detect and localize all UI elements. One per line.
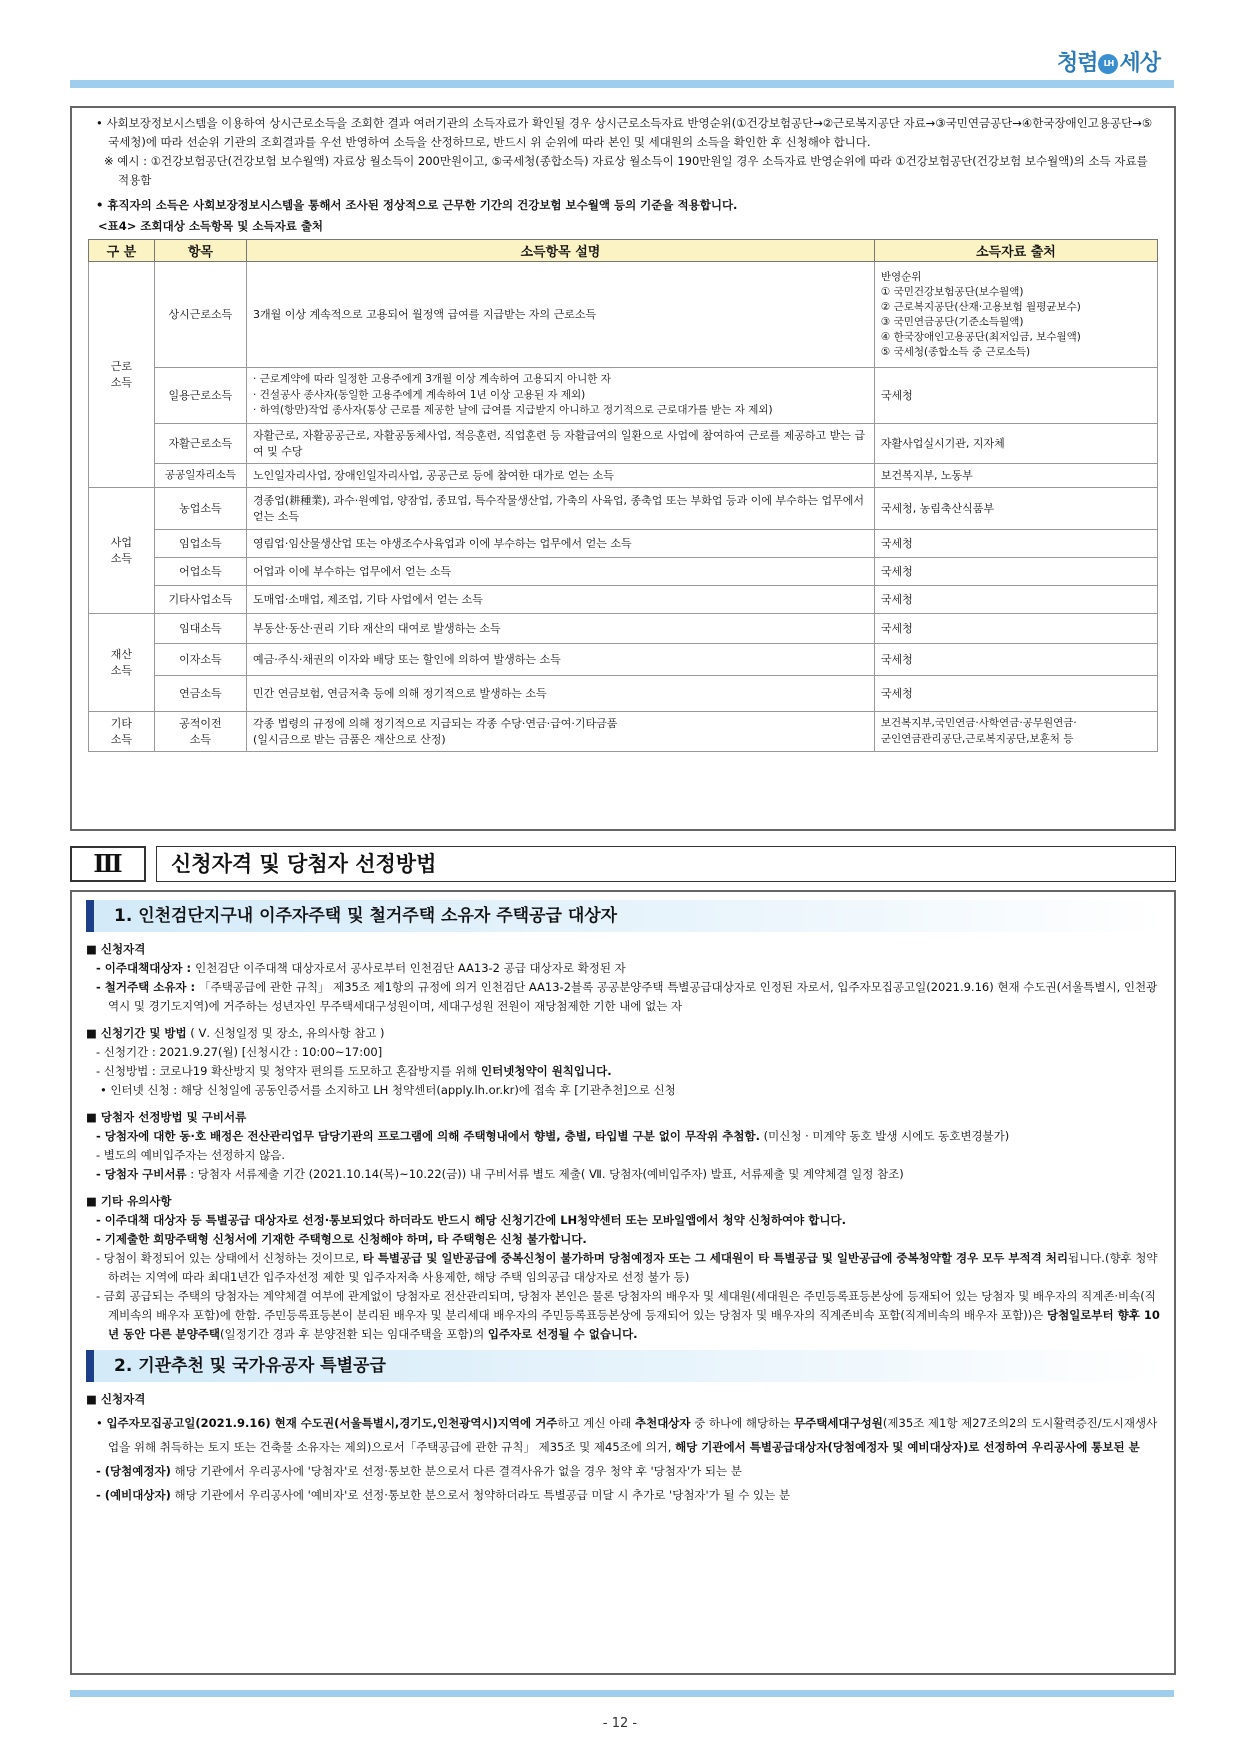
- table-cell-item: 공적이전 소득: [154, 712, 246, 752]
- table-cell-desc: 어업과 이에 부수하는 업무에서 얻는 소득: [247, 558, 875, 586]
- table-cell-source: 국세청: [874, 644, 1157, 676]
- eligibility-item: - 이주대책대상자 : 인천검단 이주대책 대상자로서 공사로부터 인천검단 AA13-2 공급 대상자로 확정된 자: [96, 961, 626, 975]
- heading-period: ■ 신청기간 및 방법 ( Ⅴ. 신청일정 및 장소, 유의사항 참고 ): [86, 1024, 1160, 1043]
- table-cell-desc: 경종업(耕種業), 과수·원예업, 양잠업, 종묘업, 특수작물생산업, 가축의 사육업, 종축업 또는 부화업 등과 이에 부수하는 업무에서 얻는 소득: [247, 488, 875, 530]
- internet-apply-item: • 인터넷 신청 : 해당 신청일에 공동인증서를 소지하고 LH 청약센터(apply.lh.or.kr)에 접속 후 [기관추천]으로 신청: [100, 1083, 676, 1097]
- heading-eligibility: ■ 신청자격: [86, 1390, 1160, 1409]
- table-cell-item: 기타사업소득: [154, 586, 246, 614]
- table-cell-source: 보건복지부,국민연금·사학연금·공무원연금· 군인연금관리공단,근로복지공단,보훈처 등: [874, 712, 1157, 752]
- table-cell-source: 반영순위 ① 국민건강보험공단(보수월액) ② 근로복지공단(산재·고용보험 월평균보수) ③ 국민연금공단(기준소득월액) ④ 한국장애인고용공단(최저임금, 보수월액) ⑤ 국세청(종합소득 중 근로소득): [874, 262, 1157, 368]
- section-title: 신청자격 및 당첨자 선정방법: [156, 846, 1176, 882]
- logo: 청렴 LH 세상: [1056, 51, 1160, 76]
- example-note: ※ 예시 : ①건강보험공단(건강보험 보수월액) 자료상 월소득이 200만원이고, ⑤국세청(종합소득) 자료상 월소득이 190만원일 경우 소득자료 반영순위에 따라 ①건강보험공단(건강보험 보수월액)의 소득 자료를 적용함: [104, 154, 1148, 187]
- table-cell-item: 일용근로소득: [154, 368, 246, 424]
- table-cell-desc: · 근로계약에 따라 일정한 고용주에게 3개월 이상 계속하여 고용되지 아니한 자 · 건설공사 종사자(동일한 고용주에게 계속하여 1년 이상 고용된 자 제외) · 하역(항만)작업 종사자(통상 근로를 제공한 날에 급여를 지급받지 아니하고 정기적으로 근로대가를 받는 자 제외): [247, 368, 875, 424]
- heading-notes: ■ 기타 유의사항: [86, 1192, 1160, 1211]
- table-cell-desc: 예금·주식·채권의 이자와 배당 또는 할인에 의하여 발생하는 소득: [247, 644, 875, 676]
- selection-item: - 별도의 예비입주자는 선정하지 않음.: [96, 1148, 286, 1162]
- table-cell-desc: 자활근로, 자활공공근로, 자활공동체사업, 적응훈련, 직업훈련 등 자활급여의 일환으로 사업에 참여하여 근로를 제공하고 받는 급여 및 수당: [247, 424, 875, 464]
- table-cell-source: 보건복지부, 노동부: [874, 464, 1157, 488]
- table-cell-source: 국세청: [874, 558, 1157, 586]
- period-item: - 신청기간 : 2021.9.27(월) [신청시간 : 10:00~17:00]: [96, 1045, 383, 1059]
- selection-item: - 당첨자에 대한 동·호 배정은 전산관리업무 담당기관의 프로그램에 의해 주택형내에서 향별, 층별, 타입별 구분 없이 무작위 추첨함. (미신청 · 미계약 동호 발생 시에도 동호변경불가): [96, 1129, 1010, 1143]
- winner-definition: - (당첨예정자) 해당 기관에서 우리공사에 '당첨자'로 선정·통보한 분으로서 다른 결격사유가 없을 경우 청약 후 '당첨자'가 되는 분: [96, 1464, 742, 1478]
- paragraph-income-priority: • 사회보장정보시스템을 이용하여 상시근로소득을 조회한 결과 여러기관의 소득자료가 확인될 경우 상시근로소득자료 반영순위(①건강보험공단→②근로복지공단 자료→③국민연금공단→④한국장애인고용공단→⑤국세청)에 따라 선순위 기관의 조회결과를 우선 반영하여 소득을 산정하므로, 반드시 위 순위에 따라 본인 및 세대원의 소득을 확인한 후 신청해야 합니다.: [96, 116, 1153, 149]
- table-cell-desc: 민간 연금보험, 연금저축 등에 의해 정기적으로 발생하는 소득: [247, 676, 875, 712]
- top-divider: [70, 80, 1174, 88]
- table-cell-source: 국세청: [874, 368, 1157, 424]
- col-header-category: 구 분: [89, 240, 155, 262]
- table-cell-item: 자활근로소득: [154, 424, 246, 464]
- documents-item: - 당첨자 구비서류 : 당첨자 서류제출 기간 (2021.10.14(목)~10.22(금)) 내 구비서류 별도 제출( Ⅶ. 당첨자(예비입주자) 발표, 서류제출 및 계약체결 일정 참조): [96, 1167, 904, 1181]
- heading-eligibility: ■ 신청자격: [86, 940, 1160, 959]
- group-labor: 근로 소득: [89, 262, 155, 488]
- income-table: [88, 239, 1158, 752]
- logo-emblem-icon: LH: [1098, 54, 1118, 74]
- method-item: - 신청방법 : 코로나19 확산방지 및 청약자 편의를 도모하고 혼잡방지를 위해 인터넷청약이 원칙입니다.: [96, 1064, 612, 1078]
- table-cell-desc: 부동산·동산·권리 기타 재산의 대여로 발생하는 소득: [247, 614, 875, 644]
- eligibility-box: [70, 890, 1176, 1675]
- table-cell-item: 이자소득: [154, 644, 246, 676]
- table-cell-item: 어업소득: [154, 558, 246, 586]
- table-cell-desc: 노인일자리사업, 장애인일자리사업, 공공근로 등에 참여한 대가로 얻는 소득: [247, 464, 875, 488]
- subsection-title-1: 1. 인천검단지구내 이주자주택 및 철거주택 소유자 주택공급 대상자: [86, 900, 1160, 932]
- table-cell-desc: 도매업·소매업, 제조업, 기타 사업에서 얻는 소득: [247, 586, 875, 614]
- table-cell-source: 국세청, 농림축산식품부: [874, 488, 1157, 530]
- col-header-description: 소득항목 설명: [247, 240, 875, 262]
- group-business: 사업 소득: [89, 488, 155, 614]
- table-cell-item: 상시근로소득: [154, 262, 246, 368]
- table-cell-desc: 영림업·임산물생산업 또는 야생조수사육업과 이에 부수하는 업무에서 얻는 소득: [247, 530, 875, 558]
- note-item: - 당첨이 확정되어 있는 상태에서 신청하는 것이므로, 타 특별공급 및 일반공급에 중복신청이 불가하며 당첨예정자 또는 그 세대원이 타 특별공급 및 일반공급에 중복청약할 경우 모두 부적격 처리됩니다.(향후 청약하려는 지역에 따라 최대1년간 입주자선정 제한 및 입주자저축 사용제한, 해당 주택 임의공급 대상자로 선정 불가 등): [96, 1251, 1158, 1284]
- reserve-definition: - (예비대상자) 해당 기관에서 우리공사에 '예비자'로 선정·통보한 분으로서 청약하더라도 특별공급 미달 시 추가로 '당첨자'가 될 수 있는 분: [96, 1488, 790, 1502]
- table-cell-item: 임대소득: [154, 614, 246, 644]
- note-item: - 금회 공급되는 주택의 당첨자는 계약체결 여부에 관계없이 당첨자로 전산관리되며, 당첨자 본인은 물론 당첨자의 배우자 및 세대원(세대원은 주민등록표등본상에 등재되어 있는 당첨자 및 배우자의 직계존·비속(직계비속의 배우자 포함)에 한함. 주민등록표등본이 분리된 배우자 및 분리세대 배우자의 주민등록표등본상에 등재되어 있는 당첨자 및 배우자의 직계존비속 포함(직계비속의 배우자 포함))은 당첨일로부터 향후 10년 동안 다른 분양주택(일정기간 경과 후 분양전환 되는 임대주택을 포함)의 입주자로 선정될 수 없습니다.: [96, 1289, 1160, 1341]
- section-number: Ⅲ: [70, 846, 146, 882]
- eligibility-item: - 철거주택 소유자 : 「주택공급에 관한 규칙」 제35조 제1항의 규정에 의거 인천검단 AA13-2블록 공공분양주택 특별공급대상자로 인정된 자로서, 입주자모집공고일(2021.9.16) 현재 수도권(서울특별시, 인천광역시 및 경기도지역)에 거주하는 성년자인 무주택세대구성원이며, 세대구성원 전원이 재당첨제한 기한 내에 없는 자: [96, 980, 1158, 1013]
- col-header-item: 항목: [154, 240, 246, 262]
- table-cell-source: 국세청: [874, 676, 1157, 712]
- group-other: 기타 소득: [89, 712, 155, 752]
- note-item: - 기제출한 희망주택형 신청서에 기재한 주택형으로 신청해야 하며, 타 주택형은 신청 불가합니다.: [96, 1232, 587, 1246]
- col-header-source: 소득자료 출처: [874, 240, 1157, 262]
- table-cell-item: 연금소득: [154, 676, 246, 712]
- table-cell-item: 공공일자리소득: [154, 464, 246, 488]
- table-cell-source: 국세청: [874, 614, 1157, 644]
- bottom-divider: [70, 1690, 1174, 1697]
- table-cell-source: 자활사업실시기관, 지자체: [874, 424, 1157, 464]
- page-number: - 12 -: [602, 1716, 638, 1731]
- paragraph-leave-income: • 휴직자의 소득은 사회보장정보시스템을 통해서 조사된 정상적으로 근무한 기간의 건강보험 보수월액 등의 기준을 적용합니다.: [96, 198, 738, 212]
- note-item: - 이주대책 대상자 등 특별공급 대상자로 선정·통보되었다 하더라도 반드시 해당 신청기간에 LH청약센터 또는 모바일앱에서 청약 신청하여야 합니다.: [96, 1213, 846, 1227]
- table-cell-item: 농업소득: [154, 488, 246, 530]
- group-property: 재산 소득: [89, 614, 155, 712]
- table-cell-desc: 각종 법령의 규정에 의해 정기적으로 지급되는 각종 수당·연금·급여·기타금품 (일시금으로 받는 금품은 재산으로 산정): [247, 712, 875, 752]
- section-heading: [70, 846, 1176, 882]
- table-cell-source: 국세청: [874, 530, 1157, 558]
- table-caption: <표4> 조회대상 소득항목 및 소득자료 출처: [98, 219, 324, 233]
- table-cell-desc: 3개월 이상 계속적으로 고용되어 월정액 급여를 지급받는 자의 근로소득: [247, 262, 875, 368]
- eligibility-item: • 입주자모집공고일(2021.9.16) 현재 수도권(서울특별시,경기도,인천광역시)지역에 거주하고 계신 아래 추천대상자 중 하나에 해당하는 무주택세대구성원(제35조 제1항 제27조의2의 도시활력증진/도시재생사업을 위해 취득하는 토지 또는 건축물 소유자는 제외)으로서「주택공급에 관한 규칙」 제35조 및 제45조에 의거, 해당 기관에서 특별공급대상자(당첨예정자 및 예비대상자)로 선정하여 우리공사에 통보된 분: [96, 1416, 1158, 1454]
- table-cell-source: 국세청: [874, 586, 1157, 614]
- table-cell-item: 임업소득: [154, 530, 246, 558]
- income-box: [70, 106, 1176, 831]
- subsection-title-2: 2. 기관추천 및 국가유공자 특별공급: [86, 1350, 1160, 1382]
- heading-selection: ■ 당첨자 선정방법 및 구비서류: [86, 1108, 1160, 1127]
